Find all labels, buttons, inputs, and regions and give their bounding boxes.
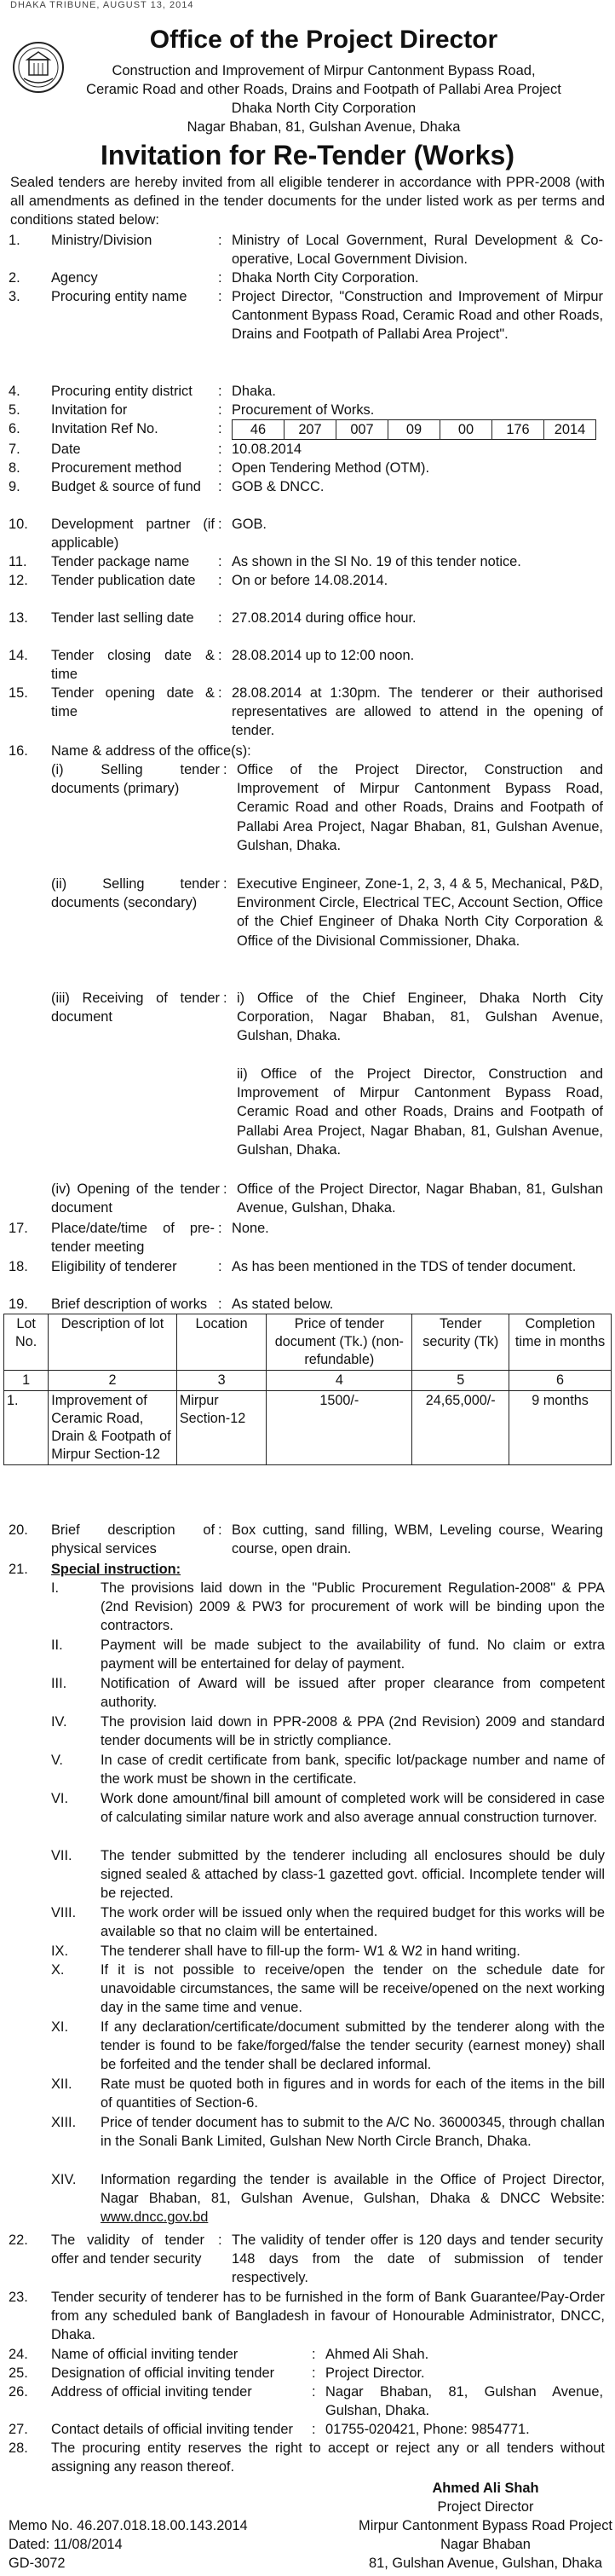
item-value: Ahmed Ali Shah. — [325, 2347, 429, 2362]
signatory-address-2: 81, Gulshan Avenue, Gulshan, Dhaka — [369, 2556, 602, 2571]
sub-value: Executive Engineer, Zone-1, 2, 3, 4 & 5, Mechanical, P&D, Environment Circle, Electrical TEC, Account Section, Office of the Chief Engineer of Dhaka North City Corporation & Office of the Divisional Commissioner, Dhaka. — [237, 876, 603, 949]
item-label: Name of official inviting tender — [51, 2347, 239, 2362]
item-value: Nagar Bhaban, 81, Gulshan Avenue, Gulshan, Dhaka. — [325, 2384, 603, 2419]
notice-title: Invitation for Re-Tender (Works) — [101, 140, 514, 170]
item-value: Open Tendering Method (OTM). — [232, 460, 430, 476]
memo-gd: GD-3072 — [9, 2556, 66, 2571]
item-number: 20. — [9, 1522, 28, 1538]
sub-value: ii) Office of the Project Director, Construction and Improvement of Mirpur Cantonment Bypass Road, Ceramic Road and other Roads, Drains and Footpath of Pallabi Area Project, Nagar Bhaban, 81, Gulshan Avenue, Gulshan, Dhaka. — [237, 1066, 603, 1158]
signatory-designation: Project Director — [437, 2499, 534, 2515]
lot-table-header — [4, 1314, 612, 1371]
ref-cell: 007 — [336, 420, 388, 440]
item-value: As has been mentioned in the TDS of tender document. — [232, 1259, 577, 1274]
item-number: 6. — [9, 421, 20, 436]
item-value: Box cutting, sand filling, WBM, Leveling course, Wearing course, open drain. — [232, 1522, 603, 1557]
item-label: Tender closing date & time — [51, 648, 215, 683]
intro-paragraph: Sealed tenders are hereby invited from all eligible tenderer in accordance with PPR-2008 (with all amendments as defined in the tender documents for the under listed work as per terms and conditions stated below: — [10, 175, 605, 228]
item-number: 16. — [9, 743, 28, 759]
item-label: Brief description of works — [51, 1297, 208, 1312]
item-label: Eligibility of tenderer — [51, 1259, 177, 1274]
item-label: Brief description of physical services — [51, 1522, 215, 1557]
item-label: Tender last selling date — [51, 610, 194, 626]
lot-table-index-row — [4, 1371, 612, 1391]
lot-cell: 1. — [4, 1391, 49, 1465]
item-label: Budget & source of fund — [51, 479, 201, 494]
memo-number: Memo No. 46.207.018.18.00.143.2014 — [9, 2518, 248, 2533]
signatory-project: Mirpur Cantonment Bypass Road Project — [359, 2518, 612, 2533]
sub-label: (iv) Opening of the tender document — [51, 1181, 220, 1216]
lot-header-cell: Lot No. — [4, 1314, 49, 1371]
header-line-2: Ceramic Road and other Roads, Drains and Footpath of Pallabi Area Project — [86, 82, 561, 97]
item-text: Tender security of tenderer has to be furnished in the form of Bank Guarantee/Pay-Order from any scheduled bank of Bangladesh in favour of Honourable Administrator, DNCC, Dhaka. — [51, 2290, 605, 2343]
item-value: Dhaka. — [232, 384, 276, 399]
item-label: Invitation Ref No. — [51, 421, 158, 436]
lot-cell: 24,65,000/- — [412, 1391, 509, 1465]
lot-header-cell: Price of tender document (Tk.) (non-refundable) — [267, 1314, 412, 1371]
office-title: Office of the Project Director — [149, 26, 498, 54]
item-number: 22. — [9, 2232, 28, 2248]
item-number: 2. — [9, 270, 20, 286]
item-number: 4. — [9, 384, 20, 399]
item-value: 28.08.2014 up to 12:00 noon. — [232, 648, 415, 663]
item-label: Name & address of the office(s): — [51, 743, 251, 759]
item-number: 11. — [9, 554, 27, 569]
item-label: Invitation for — [51, 402, 128, 418]
item-value: Dhaka North City Corporation. — [232, 270, 419, 286]
item-number: 9. — [9, 479, 20, 494]
ref-cell: 00 — [440, 420, 492, 440]
item-label: Tender publication date — [51, 573, 196, 588]
sub-label: (ii) Selling tender documents (secondary) — [51, 876, 220, 911]
item-number: 10. — [9, 517, 28, 532]
header-line-4: Nagar Bhaban, 81, Gulshan Avenue, Dhaka — [187, 119, 461, 135]
item-number: 28. — [9, 2440, 28, 2456]
lot-cell: 9 months — [509, 1391, 612, 1465]
item-value: Project Director, "Construction and Improvement of Mirpur Cantonment Bypass Road, Ceramic Road and other Roads, Drains and Footpath of Pallabi Area Project". — [232, 289, 603, 343]
item-number: 26. — [9, 2384, 28, 2400]
item-number: 13. — [9, 610, 28, 626]
item-label: Procuring entity name — [51, 289, 187, 304]
item-number: 24. — [9, 2347, 28, 2362]
sub-value: Office of the Project Director, Construction and Improvement of Mirpur Cantonment Bypass Road, Ceramic Road and other Roads, Drains and Footpath of Pallabi Area Project, Nagar Bhaban, 81, Gulshan Avenue, Gulshan, Dhaka. — [237, 762, 603, 853]
item-value: As stated below. — [232, 1297, 334, 1312]
signatory-name: Ahmed Ali Shah — [432, 2481, 539, 2496]
item-value: Ministry of Local Government, Rural Development & Co-operative, Local Government Division. — [232, 233, 603, 268]
lot-index-cell: 3 — [176, 1371, 267, 1391]
header-line-3: Dhaka North City Corporation — [231, 101, 417, 116]
item-number: 5. — [9, 402, 20, 418]
item-value: GOB. — [232, 517, 267, 532]
newspaper-header-cut: DHAKA TRIBUNE, AUGUST 13, 2014 — [10, 0, 194, 10]
tender-notice-page: DHAKA TRIBUNE, AUGUST 13, 2014 Office of the Project Director Construction and Improvement of Mirpur Cantonment Bypass Road, Ceramic Road and other Roads, Drains and Footpath of Pallabi Area Project Dhaka North City Corporation Nagar Bhaban, 81, Gulshan Avenue, Dhaka Invitation for Re-Tender (Works) Sealed tenders are hereby invited from all eligible tenderer in accordance with PPR-2008 (with all amendments as defined in the tender documents for the under listed work as per terms and conditions stated below: 1. Ministry/Division : Ministry of Local Government, Rural Development & Co-operative, Local Government Division. 2. Agency : Dhaka North City Corporation. 3. Procuring entity name : Project Director, "Construction and Improvement of Mirpur Cantonment Bypass Road, Ceramic Road and other Roads, Drains and Footpath of Pallabi Area Project". 4. Procuring entity district : Dhaka. 5. Invitation for : Procurement of Works. 6. Invitation Ref No. : 46 207 007 09 00 176 2014 7. Date : 10.08.2014 8. Procurement method : Open Tendering Method (OTM). 9. Budget & source of fund : GOB & DNCC. 10. Development partner (if applicable) : GOB. 11. Tender package name : As shown in the Sl No. 19 of this tender notice. 12. Tender publication date : On or before 14.08.2014. 13. Tender last selling date : 27.08.2014 during office hour. 14. Tender closing date & time : 28.08.2014 up to 12:00 noon. 15. Tender opening date & time : 28.08.2014 at 1:30pm. The tenderer or their authorised representatives are allowed to attend in the opening of tender. 16. Name & address of the office(s): (i) Selling tender documents (primary) : Office of the Project Director, Construction and Improvement of Mirpur Cantonment Bypass Road, Ceramic Road and other Roads, Drains and Footpath of Pallabi Area Project, Nagar Bhaban, 81, Gulshan Avenue, Gulshan, Dhaka. (ii) Selling tender documents (secondary) : Executive Engineer, Zone-1, 2, 3, 4 & 5, Mechanical, P&D, Environment Circle, Electrical TEC, Account Section, Office of the Chief Engineer of Dhaka North City Corporation & Office of the Divisional Commissioner, Dhaka. (iii) Receiving of tender document : i) Office of the Chief Engineer, Dhaka North City Corporation, Nagar Bhaban, 81, Gulshan Avenue, Gulshan, Dhaka. ii) Office of the Project Director, Construction and Improvement of Mirpur Cantonment Bypass Road, Ceramic Road and other Roads, Drains and Footpath of Pallabi Area Project, Nagar Bhaban, 81, Gulshan Avenue, Gulshan, Dhaka. (iv) Opening of the tender document : Office of the Project Director, Nagar Bhaban, 81, Gulshan Avenue, Gulshan, Dhaka. 17. Place/date/time of pre-tender meeting : None. 18. Eligibility of tenderer : As has been mentioned in the TDS of tender document. 19. Brief description of works : As stated below. Lot No. Description of lot Location Price of tender document (Tk.) (non-refundable) Tender security (Tk) Completion time in months 1 2 3 4 5 6 1. Improvement of Ceramic Road, Drain & Footpath of Mirpur Section-12 Mirpur Section-12 1500/- 24,65,000/- 9 months 20. Brief description of physical services : Box cutting, sand filling, WBM, Leveling course, Wearing course, open drain. 21. Special instruction: I. The provisions laid down in the "Public Procurement Regulation-2008" & PPA (2nd Revision) 2009 & PW3 for procurement of work will be binding upon the contractors. II. Payment will be made subject to the availability of fund. No claim or extra payment will be entertained for delay of payment. III. Notification of Award will be issued after proper clearance from competent authority. IV. The provision laid down in PPR-2008 & PPA (2nd Revision) 2009 and standard tender documents will be in strictly compliance. V. In case of credit certificate from bank, specific lot/package number and name of the work must be shown in the certificate. VI. Work done amount/final bill amount of completed work will be considered in case of calculating similar nature work and also average annual construction turnover. VII. The tender submitted by the tenderer including all enclosures should be duly signed sealed & attached by class-1 gazetted govt. official. Incomplete tender will be rejected. VIII. The work order will be issued only when the required budget for this works will be available so that no claim will be entertained. IX. The tenderer shall have to fill-up the form- W1 & W2 in hand writing. X. If it is not possible to receive/open the tender on the schedule date for unavoidable circumstances, the same will be receive/opened on the next working day in the same time and venue. XI. If any declaration/certificate/document submitted by the tenderer along with the tender is found to be fake/forged/false the tender security (earnest money) shall be forfeited and the tender shall be declared informal. XII. Rate must be quoted both in figures and in words for each of the items in the bill of quantities of Section-6. XIII. Price of tender document has to submit to the A/C No. 36000345, through challan in the Sonali Bank Limited, Gulshan New North Circle Branch, Dhaka. XIV. Information regarding the tender is available in the Office of Project Director, Nagar Bhaban, 81, Gulshan Avenue, Gulshan, Dhaka & DNCC Website: www.dncc.gov.bd 22. The validity of tender offer and tender security : The validity of tender offer is 120 days and tender security 148 days from the date of submission of tender respectively. 23. Tender security of tenderer has to be furnished in the form of Bank Guarantee/Pay-Order from any scheduled bank of Bangladesh in favour of Honourable Administrator, DNCC, Dhaka. 24. Name of official inviting tender : Ahmed Ali Shah. 25. Designation of official inviting tender : Project Director. 26. Address of official inviting tender : Nagar Bhaban, 81, Gulshan Avenue, Gulshan, Dhaka. 27. Contact details of official inviting tender : 01755-020421, Phone: 9854771. 28. The procuring entity reserves the right to accept or reject any or all tenders without assigning any reason thereof. Ahmed Ali Shah Project Director Mirpur Cantonment Bypass Road Project Nagar Bhaban 81, Gulshan Avenue, Gulshan, Dhaka Memo No. 46.207.018.18.00.143.2014 Dated: 11/08/2014 GD-3072 — [0, 0, 615, 2576]
item-number: 15. — [9, 685, 28, 701]
sub-label: (iii) Receiving of tender document — [51, 991, 220, 1025]
item-value: Project Director. — [325, 2365, 425, 2381]
item-number: 7. — [9, 442, 20, 457]
item-number: 23. — [9, 2290, 28, 2305]
lot-header-cell: Location — [176, 1314, 267, 1371]
sub-label: (i) Selling tender documents (primary) — [51, 762, 220, 797]
dncc-emblem-icon — [12, 41, 65, 94]
item-label: Date — [51, 442, 81, 457]
ref-number-table — [232, 419, 596, 440]
item-number: 8. — [9, 460, 20, 476]
item-label: Place/date/time of pre-tender meeting — [51, 1221, 215, 1256]
ref-cell: 176 — [492, 420, 544, 440]
item-value: As shown in the Sl No. 19 of this tender notice. — [232, 554, 521, 569]
item-label: The validity of tender offer and tender security — [51, 2232, 204, 2267]
lot-index-cell: 5 — [412, 1371, 509, 1391]
item-value: 28.08.2014 at 1:30pm. The tenderer or their authorised representatives are allowed to attend in the opening of tender. — [232, 685, 603, 739]
signatory-address-1: Nagar Bhaban — [440, 2537, 531, 2552]
item-number: 17. — [9, 1221, 28, 1236]
item-label: Procuring entity district — [51, 384, 193, 399]
ref-cell: 207 — [285, 420, 336, 440]
lot-index-cell: 6 — [509, 1371, 612, 1391]
item-label: Agency — [51, 270, 98, 286]
item-number: 3. — [9, 289, 20, 304]
ref-cell: 46 — [233, 420, 285, 440]
item-text: The procuring entity reserves the right to accept or reject any or all tenders without assigning any reason thereof. — [51, 2440, 605, 2475]
item-value: The validity of tender offer is 120 days and tender security 148 days from the date of submission of tender respectively. — [232, 2232, 603, 2286]
item-label: Tender package name — [51, 554, 190, 569]
item-value: GOB & DNCC. — [232, 479, 325, 494]
item-value: 10.08.2014 — [232, 442, 302, 457]
item-value: 01755-020421, Phone: 9854771. — [325, 2422, 530, 2437]
ref-cell: 2014 — [544, 420, 596, 440]
item-number: 21. — [9, 1562, 28, 1577]
lot-cell: Improvement of Ceramic Road, Drain & Footpath of Mirpur Section-12 — [49, 1391, 177, 1465]
lot-cell: Mirpur Section-12 — [176, 1391, 267, 1465]
item-number: 1. — [9, 233, 20, 248]
item-label: Address of official inviting tender — [51, 2384, 252, 2400]
item-label: Special instruction: — [51, 1562, 181, 1577]
sub-value: i) Office of the Chief Engineer, Dhaka North City Corporation, Nagar Bhaban, 81, Gulshan Avenue, Gulshan, Dhaka. — [237, 991, 603, 1044]
header-line-1: Construction and Improvement of Mirpur Cantonment Bypass Road, — [112, 63, 536, 78]
item-number: 19. — [9, 1297, 28, 1312]
item-label: Procurement method — [51, 460, 182, 476]
item-value: On or before 14.08.2014. — [232, 573, 388, 588]
sub-value: Office of the Project Director, Nagar Bhaban, 81, Gulshan Avenue, Gulshan, Dhaka. — [237, 1181, 603, 1216]
item-value: None. — [232, 1221, 269, 1236]
item-label: Designation of official inviting tender — [51, 2365, 275, 2381]
memo-date: Dated: 11/08/2014 — [9, 2537, 123, 2552]
lot-header-cell: Completion time in months — [509, 1314, 612, 1371]
item-number: 27. — [9, 2422, 28, 2437]
item-value: 27.08.2014 during office hour. — [232, 610, 417, 626]
item-number: 12. — [9, 573, 28, 588]
dncc-website-link[interactable]: www.dncc.gov.bd — [101, 2209, 209, 2226]
lot-index-cell: 4 — [267, 1371, 412, 1391]
item-label: Ministry/Division — [51, 233, 152, 248]
lot-index-cell: 1 — [4, 1371, 49, 1391]
lot-index-cell: 2 — [49, 1371, 177, 1391]
lot-header-cell: Tender security (Tk) — [412, 1314, 509, 1371]
item-number: 25. — [9, 2365, 28, 2381]
item-label: Development partner (if applicable) — [51, 517, 215, 552]
table-row — [4, 1391, 612, 1465]
item-label: Contact details of official inviting tender — [51, 2422, 293, 2437]
lot-header-cell: Description of lot — [49, 1314, 177, 1371]
ref-cell: 09 — [388, 420, 440, 440]
item-label: Tender opening date & time — [51, 685, 215, 720]
item-value: Procurement of Works. — [232, 402, 375, 418]
item-number: 14. — [9, 648, 28, 663]
item-number: 18. — [9, 1259, 28, 1274]
lot-table — [3, 1314, 612, 1465]
lot-cell: 1500/- — [267, 1391, 412, 1465]
